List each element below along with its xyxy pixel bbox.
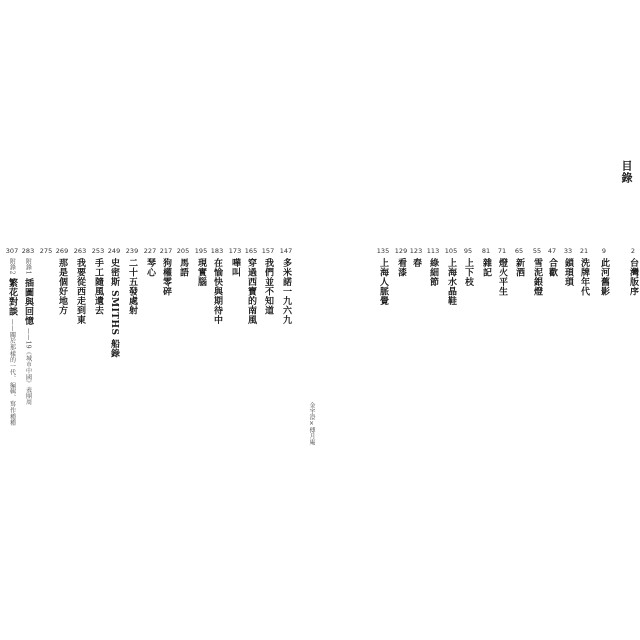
toc-page-number: 81	[481, 247, 491, 255]
toc-title: 我們並不知道	[263, 258, 273, 315]
toc-title: 雪泥銀燈	[532, 258, 542, 296]
author-note: 金宇澄×傅月庵	[308, 402, 315, 445]
toc-appendix-label: 附錄2	[8, 258, 16, 275]
toc-entry	[40, 247, 52, 255]
toc-title: 繁花對談	[7, 277, 17, 316]
toc-page-number: 217	[159, 247, 173, 255]
toc-entry	[160, 247, 172, 296]
toc-page-number: 105	[444, 247, 458, 255]
toc-title: 那是個好地方	[57, 258, 67, 315]
toc-entry	[74, 247, 86, 325]
toc-title: 插圖與回憶	[23, 277, 33, 326]
toc-page-number: 123	[409, 247, 423, 255]
toc-page-number: 239	[125, 247, 139, 255]
toc-entry	[562, 247, 574, 287]
toc-title: 上海水晶鞋	[446, 258, 456, 306]
toc-page-number: 65	[514, 247, 524, 255]
toc-entry	[195, 247, 207, 287]
toc-page-number: 2	[630, 247, 636, 255]
toc-entry	[627, 247, 639, 296]
toc-page-number: 135	[376, 247, 390, 255]
toc-entry	[546, 247, 558, 277]
toc-page-number: 71	[497, 247, 507, 255]
toc-entry	[92, 247, 104, 315]
toc-page-number: 113	[426, 247, 440, 255]
toc-page-number: 9	[601, 247, 607, 255]
toc-title: 燈火平生	[497, 258, 507, 296]
toc-page-number: 183	[210, 247, 224, 255]
toc-title: 在愉快與期待中	[212, 258, 222, 325]
toc-entry	[6, 247, 18, 426]
toc-page-number: 95	[463, 247, 473, 255]
toc-entry	[22, 247, 34, 406]
toc-title: 此河舊影	[599, 258, 609, 296]
toc-entry	[229, 247, 241, 277]
toc-page-number: 275	[39, 247, 53, 255]
toc-title: 看漆	[396, 258, 406, 277]
toc-appendix-label: 附錄1	[24, 258, 32, 275]
toc-page-number: 55	[532, 247, 542, 255]
toc-page-number: 47	[547, 247, 557, 255]
toc-entry	[531, 247, 543, 296]
toc-title: 鎖瑣瑣	[563, 258, 573, 287]
toc-title: 洗牌年代	[579, 258, 589, 296]
toc-page-number: 283	[21, 247, 35, 255]
toc-entry	[211, 247, 223, 325]
toc-title: 合歡	[547, 258, 557, 277]
toc-subtitle: ——關於那樣的一代、編輯、寫作種種	[8, 318, 16, 426]
toc-title: 我要從西走到東	[75, 258, 85, 325]
toc-entry	[245, 247, 257, 325]
toc-title: 上下枝	[463, 258, 473, 287]
toc-title: 馬語	[178, 258, 188, 277]
toc-entry	[144, 247, 156, 277]
toc-entry	[280, 247, 292, 325]
toc-title: 台灣版序	[628, 258, 638, 296]
toc-page-number: 249	[107, 247, 121, 255]
toc-page-number: 147	[279, 247, 293, 255]
toc-entry	[427, 247, 439, 287]
toc-title: 穿過西寶的南風	[246, 258, 256, 325]
toc-page-number: 205	[176, 247, 190, 255]
toc-title: 現實腦	[196, 258, 206, 287]
toc-heading: 目錄	[620, 160, 633, 184]
toc-page-number: 263	[73, 247, 87, 255]
toc-page-number: 157	[261, 247, 275, 255]
toc-title: 手工隨風遺去	[93, 258, 103, 315]
toc-title: 嘩叫	[230, 258, 240, 277]
toc-page-number: 253	[91, 247, 105, 255]
toc-entry	[395, 247, 407, 277]
toc-title: 狗權零碎	[161, 258, 171, 296]
toc-entry	[578, 247, 590, 296]
toc-page-number: 307	[5, 247, 19, 255]
toc-title: 綠細節	[428, 258, 438, 287]
toc-title: 二十五發處射	[127, 258, 137, 315]
toc-page-number: 269	[55, 247, 69, 255]
toc-title: 琴心	[145, 258, 155, 277]
toc-entry	[445, 247, 457, 306]
toc-page-number: 227	[143, 247, 157, 255]
toc-page-number: 173	[228, 247, 242, 255]
toc-entry	[56, 247, 68, 315]
toc-title: 新酒	[514, 258, 524, 277]
toc-page-number: 195	[194, 247, 208, 255]
toc-entry	[480, 247, 492, 277]
toc-subtitle: ——19《城市中國》表團周	[24, 328, 32, 406]
toc-page-number: 129	[394, 247, 408, 255]
toc-title: 上海人脈覺	[378, 258, 388, 306]
toc-title: 多米諾一九六九	[281, 258, 291, 325]
toc-title: 雜記	[481, 258, 491, 277]
toc-entry	[410, 247, 422, 268]
toc-entry	[126, 247, 138, 315]
toc-entry	[108, 247, 120, 358]
toc-entry	[377, 247, 389, 306]
toc-page-number: 33	[563, 247, 573, 255]
toc-title: 春	[411, 258, 421, 268]
toc-entry	[598, 247, 610, 296]
toc-title: 史密斯 SMITHS 船錄	[109, 258, 119, 359]
toc-entry	[513, 247, 525, 277]
toc-entry	[262, 247, 274, 315]
toc-page-number: 165	[244, 247, 258, 255]
toc-entry	[496, 247, 508, 296]
toc-page-number: 21	[579, 247, 589, 255]
toc-entry	[462, 247, 474, 287]
toc-entry	[177, 247, 189, 277]
